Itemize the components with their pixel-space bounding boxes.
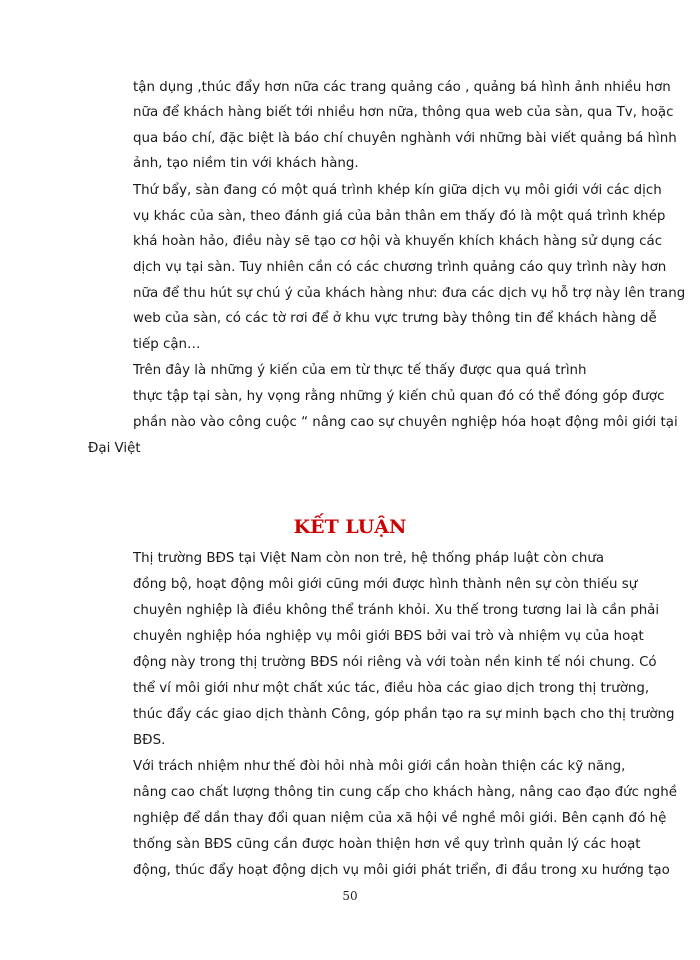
conclusion-heading: KẾT LUẬN [293, 516, 407, 538]
body-line: khá hoàn hảo, điều này sẽ tạo cơ hội và khuyến khích khách hàng sử dụng các [133, 234, 663, 249]
body-line: ảnh, tạo niềm tin với khách hàng. [133, 156, 359, 171]
body-line: qua báo chí, đặc biệt là báo chí chuyên nghành với những bài viết quảng bá hình [133, 131, 677, 146]
conclusion-line: thống sàn BĐS cũng cần được hoàn thiện hơn về quy trình quản lý các hoạt [133, 837, 641, 852]
conclusion-line: nghiệp để dần thay đổi quan niệm của xã hội về nghề môi giới. Bên cạnh đó hệ [133, 811, 667, 826]
body-line: Thứ bẩy, sàn đang có một quá trình khép kín giữa dịch vụ môi giới với các dịch [133, 183, 662, 198]
conclusion-line: chuyên nghiệp hóa nghiệp vụ môi giới BĐS bởi vai trò và nhiệm vụ của hoạt [133, 629, 644, 644]
conclusion-line: động này trong thị trường BĐS nói riêng và với toàn nền kinh tế nói chung. Có [133, 655, 657, 670]
conclusion-line: đồng bộ, hoạt động môi giới cũng mới được hình thành nên sự còn thiếu sự [133, 577, 638, 592]
conclusion-line: thúc đẩy các giao dịch thành Công, góp phần tạo ra sự minh bạch cho thị trường [133, 707, 675, 722]
body-line: Đại Việt [88, 441, 141, 456]
conclusion-line: Thị trường BĐS tại Việt Nam còn non trẻ, hệ thống pháp luật còn chưa [133, 551, 605, 566]
body-line: dịch vụ tại sàn. Tuy nhiên cần có các chương trình quảng cáo quy trình này hơn [133, 260, 667, 275]
body-line: tận dụng ,thúc đẩy hơn nữa các trang quảng cáo , quảng bá hình ảnh nhiều hơn [133, 80, 671, 95]
body-line: Trên đây là những ý kiến của em từ thực tế thấy được qua quá trình [133, 363, 587, 378]
conclusion-line: thể ví môi giới như một chất xúc tác, điều hòa các giao dịch trong thị trường, [133, 681, 650, 696]
body-line: thực tập tại sàn, hy vọng rằng những ý kiến chủ quan đó có thể đóng góp được [133, 389, 665, 404]
body-line: phần nào vào công cuộc “ nâng cao sự chuyên nghiệp hóa hoạt động môi giới tại [133, 415, 678, 430]
page-number: 50 [342, 889, 358, 903]
conclusion-line: nâng cao chất lượng thông tin cung cấp cho khách hàng, nâng cao đạo đức nghề [133, 785, 677, 800]
body-line: web của sàn, có các tờ rơi để ở khu vực trưng bày thông tin để khách hàng dễ [133, 311, 657, 326]
conclusion-line: Với trách nhiệm như thế đòi hỏi nhà môi giới cần hoàn thiện các kỹ năng, [133, 759, 626, 774]
conclusion-line: chuyên nghiệp là điều không thể tránh khỏi. Xu thế trong tương lai là cần phải [133, 603, 660, 618]
body-line: nữa để khách hàng biết tới nhiều hơn nữa, thông qua web của sàn, qua Tv, hoặc [133, 105, 674, 120]
body-line: nữa để thu hút sự chú ý của khách hàng như: đưa các dịch vụ hỗ trợ này lên trang [133, 286, 686, 301]
conclusion-line: động, thúc đẩy hoạt động dịch vụ môi giới phát triển, đi đầu trong xu hướng tạo [133, 863, 670, 878]
body-line: vụ khác của sàn, theo đánh giá của bản thân em thấy đó là một quá trình khép [133, 209, 666, 224]
body-line: tiếp cận… [133, 337, 201, 352]
conclusion-line: BĐS. [133, 733, 166, 748]
